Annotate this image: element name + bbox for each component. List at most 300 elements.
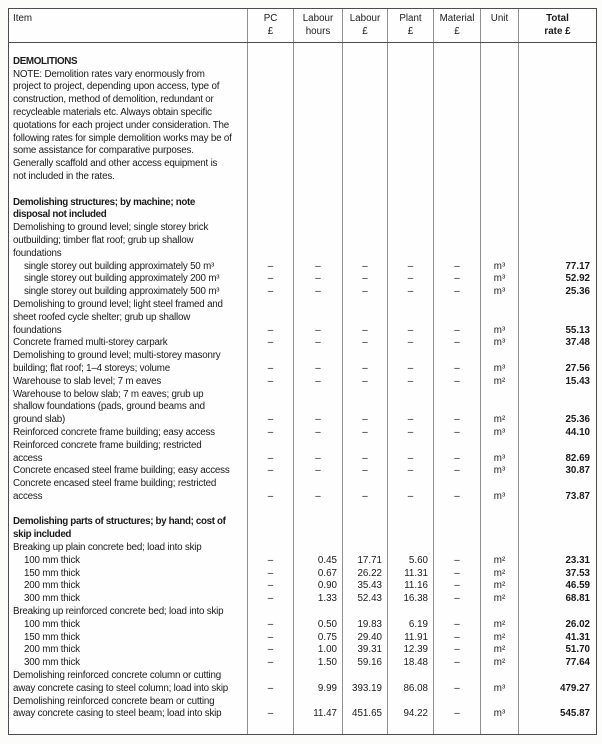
cell-labour-hours [293,350,342,363]
cell-unit [480,504,518,517]
cell-labour-hours [293,69,342,82]
cell-unit: m² [480,555,518,568]
cell-plant-cost [387,222,433,235]
cell-total-rate [518,94,596,107]
cell-labour-hours: – [293,273,342,286]
cell-labour-hours: – [293,453,342,466]
cell-plant-cost: 16.38 [387,593,433,606]
table-row [9,235,596,248]
cell-item [9,721,247,734]
cell-material-cost [433,478,480,491]
cell-unit: m³ [480,683,518,696]
cell-total-rate: 68.81 [518,593,596,606]
column-header-labour-hours: Labour hours [293,9,342,42]
cell-item: NOTE: Demolition rates vary enormously from [13,68,205,80]
cell-item: sheet roofed cycle shelter; grub up shallow [13,311,191,323]
cell-item: Concrete framed multi-storey carpark [13,337,168,349]
cell-pc [247,120,293,133]
cell-pc: – [247,491,293,504]
cell-plant-cost [387,312,433,325]
cell-unit: m³ [480,337,518,350]
cell-pc: – [247,657,293,670]
cell-labour-cost [342,440,387,453]
cell-unit: m² [480,593,518,606]
spacer-row [9,504,596,517]
cell-total-rate: 41.31 [518,632,596,645]
cell-total-rate: 545.87 [518,708,596,721]
cell-unit [480,299,518,312]
cell-total-rate [518,696,596,709]
cell-labour-cost [342,504,387,517]
cell-plant-cost [387,94,433,107]
cell-unit [480,94,518,107]
cell-item: Concrete encased steel frame building; restricted [13,478,217,490]
cell-material-cost [433,529,480,542]
cell-total-rate [518,440,596,453]
cell-pc [247,94,293,107]
cell-labour-hours: – [293,491,342,504]
cell-total-rate: 30.87 [518,465,596,478]
cell-labour-cost: 35.43 [342,580,387,593]
cell-plant-cost: – [387,273,433,286]
cell-pc: – [247,337,293,350]
table-row [9,568,596,581]
cell-plant-cost [387,197,433,210]
cell-unit [480,350,518,363]
cell-plant-cost [387,171,433,184]
cell-plant-cost: – [387,325,433,338]
cell-labour-hours: – [293,286,342,299]
price-table [8,8,597,735]
cell-labour-cost [342,222,387,235]
spacer-row [9,43,596,56]
cell-labour-hours: 1.50 [293,657,342,670]
cell-labour-cost [342,133,387,146]
cell-labour-hours [293,56,342,69]
cell-material-cost [433,209,480,222]
cell-item: Warehouse to slab level; 7 m eaves [13,375,162,387]
cell-item: foundations [13,247,62,259]
cell-pc [247,312,293,325]
cell-unit: m³ [480,453,518,466]
cell-total-rate: 37.53 [518,568,596,581]
cell-plant-cost: – [387,491,433,504]
cell-plant-cost: – [387,427,433,440]
cell-unit [480,312,518,325]
cell-material-cost [433,721,480,734]
cell-material-cost: – [433,683,480,696]
cell-labour-cost [342,158,387,171]
cell-total-rate [518,299,596,312]
cell-total-rate [518,56,596,69]
cell-item: 200 mm thick [24,580,80,592]
cell-plant-cost [387,606,433,619]
cell-item: quotations for each project under consideration. The [13,119,229,131]
cell-unit: m² [480,632,518,645]
cell-labour-cost: – [342,414,387,427]
cell-labour-cost: 52.43 [342,593,387,606]
cell-plant-cost [387,69,433,82]
cell-pc [247,56,293,69]
cell-material-cost [433,184,480,197]
cell-unit [480,696,518,709]
cell-total-rate: 55.13 [518,325,596,338]
table-row [9,363,596,376]
cell-labour-hours [293,478,342,491]
cell-unit [480,401,518,414]
cell-material-cost: – [433,708,480,721]
cell-item: 300 mm thick [24,593,80,605]
table-row [9,145,596,158]
cell-pc: – [247,427,293,440]
cell-material-cost [433,542,480,555]
cell-pc: – [247,644,293,657]
cell-pc: – [247,273,293,286]
cell-total-rate [518,209,596,222]
cell-material-cost [433,516,480,529]
table-row [9,453,596,466]
cell-pc: – [247,465,293,478]
cell-item: DEMOLITIONS [13,55,78,67]
cell-plant-cost: – [387,453,433,466]
cell-unit [480,222,518,235]
cell-labour-cost [342,145,387,158]
cell-plant-cost [387,440,433,453]
cell-labour-cost [342,248,387,261]
cell-item: single storey out building approximately 200 m³ [24,273,220,285]
column-header-material-cost: Material £ [433,9,480,42]
cell-unit [480,235,518,248]
cell-total-rate [518,145,596,158]
cell-material-cost [433,56,480,69]
cell-labour-cost: – [342,325,387,338]
cell-pc: – [247,363,293,376]
table-row [9,197,596,210]
cell-item: Demolishing to ground level; light steel framed and [13,298,223,310]
cell-pc: – [247,708,293,721]
cell-labour-cost [342,197,387,210]
cell-labour-cost [342,350,387,363]
cell-pc [247,69,293,82]
cell-total-rate [518,133,596,146]
table-row [9,555,596,568]
cell-total-rate: 25.36 [518,414,596,427]
cell-item [9,184,247,197]
table-row [9,683,596,696]
cell-total-rate: 52.92 [518,273,596,286]
cell-pc [247,670,293,683]
cell-material-cost: – [433,273,480,286]
cell-labour-cost: 29.40 [342,632,387,645]
cell-material-cost: – [433,491,480,504]
cell-plant-cost [387,299,433,312]
cell-unit: m³ [480,363,518,376]
cell-labour-cost [342,69,387,82]
cell-labour-cost [342,312,387,325]
cell-unit [480,145,518,158]
cell-item: construction, method of demolition, redundant or [13,94,214,106]
cell-material-cost [433,350,480,363]
cell-item: 150 mm thick [24,567,80,579]
cell-labour-hours [293,158,342,171]
cell-plant-cost [387,145,433,158]
table-row [9,427,596,440]
cell-material-cost [433,133,480,146]
cell-labour-hours: 0.75 [293,632,342,645]
column-header-labour-cost: Labour £ [342,9,387,42]
cell-labour-cost: – [342,363,387,376]
cell-material-cost [433,94,480,107]
cell-labour-cost [342,516,387,529]
cell-pc [247,542,293,555]
cell-labour-cost [342,209,387,222]
cell-item: disposal not included [13,209,107,221]
cell-item: away concrete casing to steel beam; load into skip [13,708,222,720]
table-row [9,261,596,274]
table-row [9,542,596,555]
cell-unit [480,81,518,94]
cell-total-rate [518,120,596,133]
cell-total-rate: 44.10 [518,427,596,440]
cell-pc [247,171,293,184]
cell-unit: m³ [480,325,518,338]
cell-pc: – [247,632,293,645]
cell-item: Demolishing to ground level; single storey brick [13,222,209,234]
cell-total-rate [518,350,596,363]
cell-pc [247,478,293,491]
cell-unit [480,670,518,683]
cell-unit [480,133,518,146]
table-row [9,478,596,491]
cell-plant-cost [387,401,433,414]
cell-labour-cost [342,478,387,491]
cell-plant-cost: – [387,376,433,389]
cell-unit: m² [480,657,518,670]
cell-unit: m² [480,568,518,581]
table-row [9,389,596,402]
cell-labour-cost [342,721,387,734]
cell-plant-cost: – [387,337,433,350]
cell-labour-hours: 0.67 [293,568,342,581]
table-row [9,657,596,670]
cell-total-rate [518,69,596,82]
cell-plant-cost: – [387,465,433,478]
cell-material-cost [433,197,480,210]
cell-total-rate [518,43,596,56]
cell-labour-hours: – [293,337,342,350]
cell-labour-cost [342,94,387,107]
cell-labour-hours [293,222,342,235]
table-header-row [9,9,596,43]
cell-item: access [13,452,43,464]
cell-labour-hours: 0.90 [293,580,342,593]
cell-plant-cost: 11.91 [387,632,433,645]
cell-unit [480,69,518,82]
cell-material-cost [433,696,480,709]
column-header-item: Item [13,13,33,24]
cell-plant-cost: – [387,286,433,299]
cell-labour-hours [293,721,342,734]
cell-plant-cost [387,389,433,402]
cell-plant-cost [387,43,433,56]
table-row [9,120,596,133]
cell-labour-hours [293,696,342,709]
cell-labour-cost [342,542,387,555]
cell-labour-hours [293,94,342,107]
cell-material-cost [433,235,480,248]
cell-total-rate [518,478,596,491]
cell-pc [247,43,293,56]
table-row [9,414,596,427]
table-row [9,516,596,529]
cell-pc [247,235,293,248]
table-row [9,401,596,414]
cell-labour-cost [342,235,387,248]
cell-material-cost: – [433,427,480,440]
cell-labour-cost: 451.65 [342,708,387,721]
cell-item: shallow foundations (pads, ground beams and [13,401,205,413]
table-row [9,696,596,709]
cell-labour-hours [293,312,342,325]
cell-total-rate [518,248,596,261]
cell-unit: m³ [480,261,518,274]
cell-pc [247,107,293,120]
cell-plant-cost [387,184,433,197]
table-row [9,670,596,683]
cell-pc [247,158,293,171]
cell-material-cost [433,222,480,235]
cell-labour-cost [342,299,387,312]
cell-labour-hours [293,606,342,619]
cell-labour-hours [293,184,342,197]
cell-labour-hours [293,248,342,261]
cell-unit [480,721,518,734]
cell-total-rate: 73.87 [518,491,596,504]
cell-plant-cost: 5.60 [387,555,433,568]
table-row [9,94,596,107]
cell-labour-hours: 1.00 [293,644,342,657]
cell-pc [247,389,293,402]
cell-total-rate [518,312,596,325]
cell-material-cost [433,606,480,619]
cell-material-cost: – [433,657,480,670]
table-row [9,337,596,350]
cell-pc [247,145,293,158]
cell-material-cost [433,171,480,184]
cell-item: Demolishing structures; by machine; note [13,196,195,208]
table-row [9,209,596,222]
cell-labour-cost [342,670,387,683]
cell-labour-cost: 393.19 [342,683,387,696]
cell-material-cost [433,81,480,94]
cell-item: Reinforced concrete frame building; easy access [13,426,215,438]
cell-unit [480,107,518,120]
cell-total-rate: 26.02 [518,619,596,632]
cell-labour-cost [342,107,387,120]
cell-labour-hours [293,43,342,56]
cell-labour-hours: – [293,325,342,338]
table-row [9,606,596,619]
cell-unit: m³ [480,465,518,478]
cell-labour-cost: – [342,427,387,440]
cell-labour-cost: – [342,376,387,389]
cell-item: access [13,490,43,502]
cell-labour-cost [342,389,387,402]
cell-plant-cost [387,56,433,69]
cell-plant-cost: 12.39 [387,644,433,657]
cell-pc: – [247,683,293,696]
cell-unit [480,120,518,133]
table-row [9,107,596,120]
cell-item: outbuilding; timber flat roof; grub up shallow [13,234,194,246]
cell-total-rate [518,504,596,517]
cell-pc [247,721,293,734]
cell-item [9,504,247,517]
cell-labour-hours [293,133,342,146]
cell-labour-hours [293,197,342,210]
cell-material-cost [433,299,480,312]
cell-labour-hours [293,145,342,158]
cell-plant-cost [387,235,433,248]
cell-material-cost [433,107,480,120]
cell-labour-hours [293,440,342,453]
cell-plant-cost [387,81,433,94]
cell-unit [480,606,518,619]
cell-labour-hours [293,81,342,94]
cell-labour-hours: 0.50 [293,619,342,632]
cell-item: Reinforced concrete frame building; restricted [13,439,202,451]
cell-labour-hours [293,235,342,248]
cell-labour-hours: – [293,376,342,389]
cell-item: building; flat roof; 1–4 storeys; volume [13,362,171,374]
cell-material-cost [433,389,480,402]
cell-pc [247,696,293,709]
table-row [9,465,596,478]
cell-total-rate: 77.64 [518,657,596,670]
cell-unit [480,171,518,184]
cell-pc [247,529,293,542]
cell-unit: m² [480,644,518,657]
cell-material-cost [433,312,480,325]
cell-unit [480,478,518,491]
cell-total-rate: 27.56 [518,363,596,376]
cell-plant-cost: – [387,261,433,274]
cell-total-rate [518,670,596,683]
table-row [9,286,596,299]
cell-total-rate [518,606,596,619]
cell-material-cost [433,158,480,171]
cell-total-rate [518,158,596,171]
cell-plant-cost [387,133,433,146]
cell-total-rate: 77.17 [518,261,596,274]
cell-labour-hours [293,529,342,542]
cell-labour-cost [342,81,387,94]
table-row [9,644,596,657]
cell-pc [247,516,293,529]
cell-total-rate [518,222,596,235]
cell-plant-cost [387,696,433,709]
cell-unit [480,542,518,555]
cell-material-cost: – [433,453,480,466]
cell-material-cost: – [433,325,480,338]
cell-labour-hours: – [293,414,342,427]
cell-pc [247,504,293,517]
cell-item: Warehouse to below slab; 7 m eaves; grub up [13,388,204,400]
cell-plant-cost: 6.19 [387,619,433,632]
cell-plant-cost: 11.31 [387,568,433,581]
table-row [9,222,596,235]
cell-labour-cost: 19.83 [342,619,387,632]
